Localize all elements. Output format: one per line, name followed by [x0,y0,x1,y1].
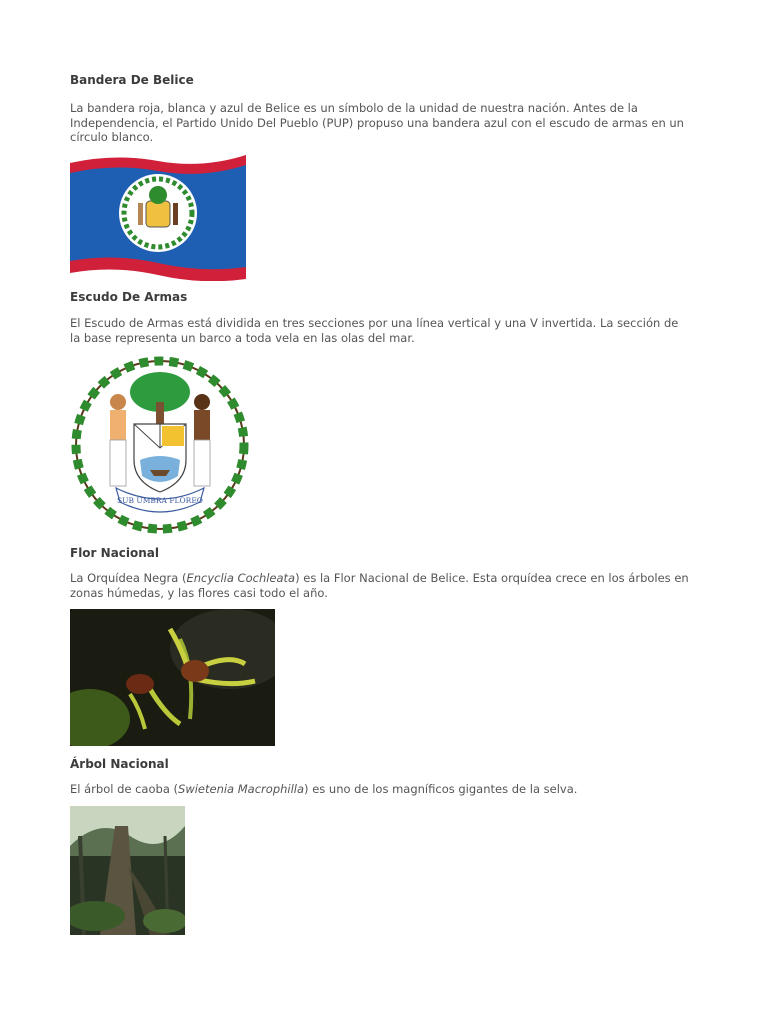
flag-paragraph: La bandera roja, blanca y azul de Belice es un símbolo de la unidad de nuestra nación. Antes de la Independencia, el Partido Unido Del Pueblo (PUP) propuso una bandera azul con el escudo de armas en un círculo blanco. [70,101,684,144]
black-orchid-image [70,609,275,746]
tree-scientific-name: Swietenia Macrophilla [178,782,305,796]
flower-scientific-name: Encyclia Cochleata [186,571,296,585]
coat-of-arms-paragraph: El Escudo de Armas está dividida en tres secciones por una línea vertical y una V invertida. La sección de la base representa un barco a toda vela en las olas del mar. [70,316,679,345]
tree-paragraph: El árbol de caoba (Swietenia Macrophilla) es uno de los magníficos gigantes de la selva. [70,782,578,796]
mahogany-tree-image [70,806,185,935]
coat-of-arms-image [70,352,250,538]
flag-heading: Bandera De Belice [70,73,194,87]
tree-heading: Árbol Nacional [70,757,169,771]
flower-heading: Flor Nacional [70,546,160,560]
coat-of-arms-heading: Escudo De Armas [70,290,188,304]
coat-of-arms-motto: SUB UMBRA FLOREO [117,496,203,505]
belize-flag-image [70,153,246,281]
flower-paragraph: La Orquídea Negra (Encyclia Cochleata) es la Flor Nacional de Belice. Esta orquídea crece en los árboles en zonas húmedas, y las flores casi todo el año. [70,571,689,600]
